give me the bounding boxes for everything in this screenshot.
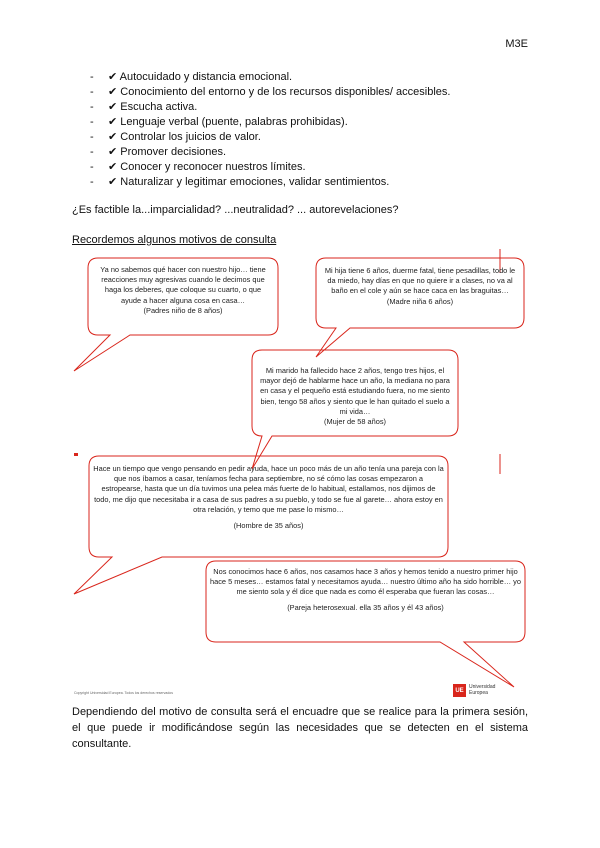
list-item-text: ✔ Controlar los juicios de valor. — [108, 131, 261, 143]
list-dash: - — [90, 131, 94, 143]
slide-copyright: Copyright Universidad Europea. Todos los derechos reservados — [74, 691, 173, 695]
list-dash: - — [90, 101, 94, 113]
list-item — [90, 145, 450, 160]
bubble-quote-couple — [210, 567, 521, 613]
checklist — [90, 70, 450, 190]
list-item — [90, 70, 450, 85]
quote-attribution: (Madre niña 6 años) — [386, 296, 454, 306]
quote-attribution: (Pareja heterosexual. ella 35 años y él 43 años) — [287, 602, 444, 612]
list-item-text: ✔ Lenguaje verbal (puente, palabras prohibidas). — [108, 116, 348, 128]
quote-attribution: (Hombre de 35 años) — [233, 521, 304, 531]
logo-wordmark — [469, 685, 495, 696]
list-item-text: ✔ Promover decisiones. — [108, 146, 227, 158]
list-dash: - — [90, 86, 94, 98]
list-dash: - — [90, 71, 94, 83]
logo-mark: UE — [453, 684, 466, 697]
list-dash: - — [90, 146, 94, 158]
reflection-question: ¿Es factible la...imparcialidad? ...neutralidad? ... autorevelaciones? — [72, 204, 399, 216]
quote-text: Nos conocimos hace 6 años, nos casamos hace 3 años y hemos tenido a nuestro primer hijo hace 5 meses… estamos fatal y necesitamos ayuda… nuestro último año ha sido horrible… yo me siento sola y él dice que nada es como él esperaba que fueran las cosas… — [210, 567, 521, 597]
list-item — [90, 160, 450, 175]
list-item-text: ✔ Conocer y reconocer nuestros límites. — [108, 161, 306, 173]
section-title: Recordemos algunos motivos de consulta — [72, 234, 277, 246]
logo-line: Europea — [469, 689, 488, 696]
document-code: M3E — [505, 38, 528, 50]
bubble-quote-mother — [320, 266, 520, 307]
list-item-text: ✔ Escucha activa. — [108, 101, 198, 113]
university-logo — [453, 684, 495, 697]
list-item — [90, 175, 450, 190]
list-item — [90, 100, 450, 115]
logo-line: Universidad — [469, 684, 496, 690]
bubble-quote-man — [93, 464, 444, 531]
list-item — [90, 115, 450, 130]
list-item-text: ✔ Conocimiento del entorno y de los recursos disponibles/ accesibles. — [108, 86, 451, 98]
list-dash: - — [90, 161, 94, 173]
quote-text: Mi marido ha fallecido hace 2 años, tengo tres hijos, el mayor dejó de hablarme hace un año, la mediana no para en casa y el pequeño está estudiando fuera, no me siento bien, tengo 58 años y siento que le han quitado el suelo a mi vida… — [260, 366, 450, 416]
list-item-text: ✔ Autocuidado y distancia emocional. — [108, 71, 293, 83]
slide-marker — [74, 453, 78, 456]
list-item-text: ✔ Naturalizar y legitimar emociones, validar sentimientos. — [108, 176, 390, 188]
quote-text: Ya no sabemos qué hacer con nuestro hijo… tiene reacciones muy agresivas cuando le decimos que haga los deberes, que coloque su cuarto, o que ayude a hacer alguna cosa en casa… — [100, 265, 266, 305]
list-item — [90, 85, 450, 100]
list-item — [90, 130, 450, 145]
quote-attribution: (Padres niño de 8 años) — [143, 305, 223, 315]
quote-text: Mi hija tiene 6 años, duerme fatal, tiene pesadillas, todo le da miedo, hay días en que no quiere ir a clases, no va al baño en el cole y aún se hace caca en las braguitas… — [324, 266, 516, 296]
list-dash: - — [90, 176, 94, 188]
bubble-quote-widow — [256, 366, 454, 427]
quote-text: Hace un tiempo que vengo pensando en pedir ayuda, hace un poco más de un año tenía una pareja con la que nos íbamos a casar, teníamos fecha para septiembre, no sé cómo las cosas empezaron a estropearse, hasta que un día tuvimos una pelea más fuerte de lo habitual, estallamos, nos dijimos de todo, me dijo que necesitaba ir a casa de sus padres a su pueblo, y todo se fue al garete… ahora estoy en otra relación, y temo que me pase lo mismo… — [93, 464, 444, 514]
consultation-slide — [72, 249, 528, 702]
list-dash: - — [90, 116, 94, 128]
body-paragraph: Dependiendo del motivo de consulta será el encuadre que se realice para la primera sesión, el que puede ir modificándose según las necesidades que se detecten en el sistema consultante. — [72, 706, 528, 750]
bubble-quote-parents — [94, 265, 272, 316]
quote-attribution: (Mujer de 58 años) — [323, 417, 387, 427]
